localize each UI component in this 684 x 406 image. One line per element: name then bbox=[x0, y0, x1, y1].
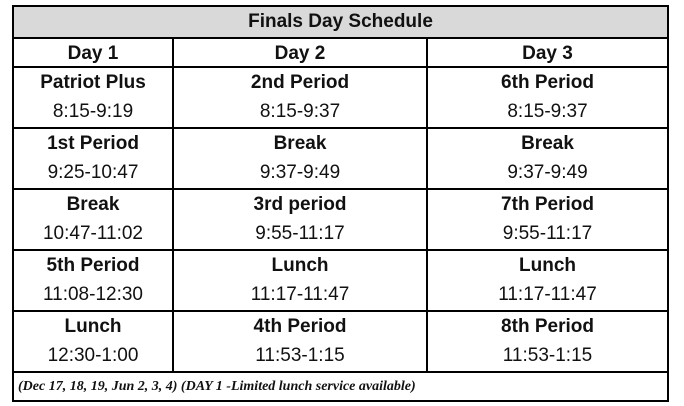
schedule-slot bbox=[174, 251, 428, 312]
slot-time: 9:55-11:17 bbox=[255, 223, 345, 244]
slot-time: 11:53-1:15 bbox=[502, 345, 593, 366]
slot-name: Lunch bbox=[64, 316, 122, 337]
schedule-slot bbox=[174, 312, 428, 373]
schedule-slot bbox=[428, 129, 667, 190]
slot-time: 9:37-9:49 bbox=[507, 162, 588, 183]
slot-name: 6th Period bbox=[501, 72, 594, 93]
slot-name: Lunch bbox=[271, 255, 329, 276]
schedule-title: Finals Day Schedule bbox=[14, 7, 667, 39]
day-1-header: Day 1 bbox=[14, 39, 174, 68]
slot-time: 9:25-10:47 bbox=[47, 162, 139, 183]
slot-name: 3rd period bbox=[253, 194, 347, 215]
slot-time: 8:15-9:19 bbox=[52, 101, 134, 122]
schedule-slot bbox=[14, 68, 174, 129]
slot-time: 9:37-9:49 bbox=[259, 162, 341, 183]
slot-name: 1st Period bbox=[47, 133, 139, 154]
finals-schedule-table bbox=[12, 5, 669, 402]
slot-name: Break bbox=[521, 133, 574, 154]
slot-name: 4th Period bbox=[253, 316, 347, 337]
slot-name: 8th Period bbox=[501, 316, 594, 337]
slot-time: 11:17-11:47 bbox=[498, 284, 597, 305]
slot-name: Lunch bbox=[519, 255, 576, 276]
schedule-slot bbox=[174, 129, 428, 190]
slot-time: 10:47-11:02 bbox=[42, 223, 143, 244]
schedule-slot bbox=[428, 190, 667, 251]
slot-name: 2nd Period bbox=[250, 72, 350, 93]
slot-time: 11:53-1:15 bbox=[255, 345, 345, 366]
slot-time: 8:15-9:37 bbox=[507, 101, 588, 122]
slot-time: 12:30-1:00 bbox=[47, 345, 139, 366]
slot-time: 11:17-11:47 bbox=[250, 284, 350, 305]
schedule-slot bbox=[428, 251, 667, 312]
schedule-slot bbox=[14, 251, 174, 312]
slot-time: 9:55-11:17 bbox=[502, 223, 593, 244]
schedule-slot bbox=[14, 312, 174, 373]
schedule-slot bbox=[428, 68, 667, 129]
schedule-grid bbox=[14, 39, 667, 373]
day-2-header: Day 2 bbox=[174, 39, 428, 68]
slot-name: Patriot Plus bbox=[40, 72, 146, 93]
day-3-header: Day 3 bbox=[428, 39, 667, 68]
schedule-slot bbox=[14, 129, 174, 190]
schedule-footnote: (Dec 17, 18, 19, Jun 2, 3, 4) (DAY 1 -Limited lunch service available) bbox=[18, 378, 416, 394]
slot-name: Break bbox=[273, 133, 327, 154]
slot-time: 8:15-9:37 bbox=[259, 101, 341, 122]
slot-name: 5th Period bbox=[46, 255, 140, 276]
schedule-slot bbox=[428, 312, 667, 373]
slot-time: 11:08-12:30 bbox=[42, 284, 143, 305]
schedule-slot bbox=[174, 68, 428, 129]
schedule-slot bbox=[174, 190, 428, 251]
slot-name: 7th Period bbox=[501, 194, 594, 215]
schedule-slot bbox=[14, 190, 174, 251]
slot-name: Break bbox=[66, 194, 120, 215]
